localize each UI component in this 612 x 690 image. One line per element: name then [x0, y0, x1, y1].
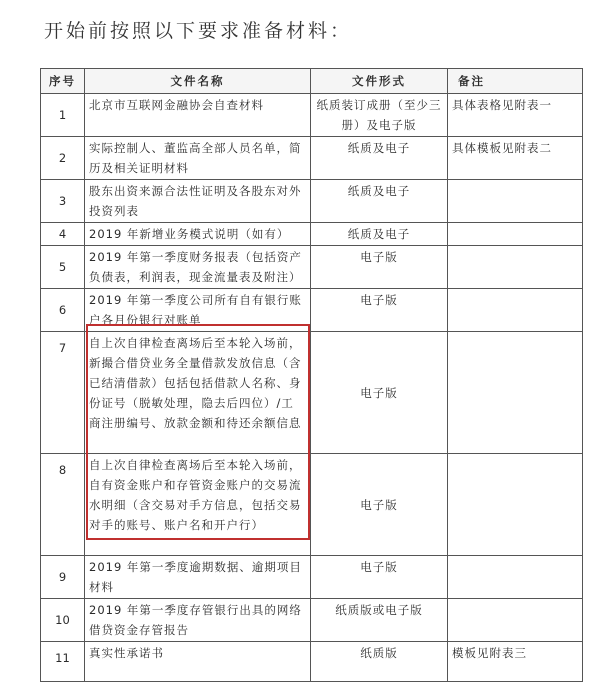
row-file-form: 电子版 — [311, 246, 448, 289]
row-file-name: 股东出资来源合法性证明及各股东对外投资列表 — [85, 180, 311, 223]
table-row — [41, 289, 583, 332]
row-note: 模板见附表三 — [448, 642, 583, 682]
table-header-row — [41, 69, 583, 94]
row-note — [448, 180, 583, 223]
row-note — [448, 289, 583, 332]
row-note — [448, 454, 583, 556]
row-file-form: 电子版 — [311, 332, 448, 454]
row-file-name: 2019 年第一季度财务报表（包括资产负债表，利润表，现金流量表及附注） — [85, 246, 311, 289]
row-note — [448, 246, 583, 289]
row-file-form: 电子版 — [311, 289, 448, 332]
table-row — [41, 642, 583, 682]
row-note: 具体表格见附表一 — [448, 94, 583, 137]
row-file-name: 2019 年第一季度逾期数据、逾期项目材料 — [85, 556, 311, 599]
row-file-form: 纸质及电子 — [311, 180, 448, 223]
row-number: 6 — [41, 289, 85, 332]
table-row — [41, 94, 583, 137]
row-note: 具体模板见附表二 — [448, 137, 583, 180]
row-number: 10 — [41, 599, 85, 642]
column-header-num: 序号 — [41, 69, 85, 94]
table-row — [41, 137, 583, 180]
row-number: 3 — [41, 180, 85, 223]
row-note — [448, 223, 583, 246]
row-file-form: 纸质及电子 — [311, 223, 448, 246]
row-note — [448, 599, 583, 642]
row-file-form: 电子版 — [311, 556, 448, 599]
materials-table — [40, 68, 583, 682]
table-row — [41, 180, 583, 223]
column-header-form: 文件形式 — [311, 69, 448, 94]
row-file-form: 纸质装订成册（至少三册）及电子版 — [311, 94, 448, 137]
row-number: 4 — [41, 223, 85, 246]
row-file-name: 自上次自律检查离场后至本轮入场前，新撮合借贷业务全量借款发放信息（含已结清借款）包括包括借款人名称、身份证号（脱敏处理，隐去后四位）/工商注册编号、放款金额和待还余额信息 — [85, 332, 311, 454]
table-row — [41, 246, 583, 289]
column-header-name: 文件名称 — [85, 69, 311, 94]
row-note — [448, 556, 583, 599]
table-row — [41, 332, 583, 454]
row-number: 1 — [41, 94, 85, 137]
row-file-name: 2019 年新增业务模式说明（如有） — [85, 223, 311, 246]
column-header-note: 备注 — [448, 69, 583, 94]
row-number: 11 — [41, 642, 85, 682]
table-row — [41, 223, 583, 246]
row-note — [448, 332, 583, 454]
row-file-name: 2019 年第一季度存管银行出具的网络借贷资金存管报告 — [85, 599, 311, 642]
row-file-name: 北京市互联网金融协会自查材料 — [85, 94, 311, 137]
row-file-name: 2019 年第一季度公司所有自有银行账户各月份银行对账单 — [85, 289, 311, 332]
row-file-form: 纸质版 — [311, 642, 448, 682]
row-file-form: 电子版 — [311, 454, 448, 556]
table-row — [41, 454, 583, 556]
row-file-form: 纸质及电子 — [311, 137, 448, 180]
row-file-name: 真实性承诺书 — [85, 642, 311, 682]
table-row — [41, 556, 583, 599]
page-heading: 开始前按照以下要求准备材料： — [44, 20, 353, 42]
row-file-name: 自上次自律检查离场后至本轮入场前，自有资金账户和存管资金账户的交易流水明细（含交易对手方信息，包括交易对手的账号、账户名和开户行） — [85, 454, 311, 556]
row-number: 7 — [41, 332, 85, 454]
row-number: 8 — [41, 454, 85, 556]
row-file-form: 纸质版或电子版 — [311, 599, 448, 642]
row-number: 9 — [41, 556, 85, 599]
table-row — [41, 599, 583, 642]
row-number: 2 — [41, 137, 85, 180]
row-number: 5 — [41, 246, 85, 289]
row-file-name: 实际控制人、董监高全部人员名单，简历及相关证明材料 — [85, 137, 311, 180]
